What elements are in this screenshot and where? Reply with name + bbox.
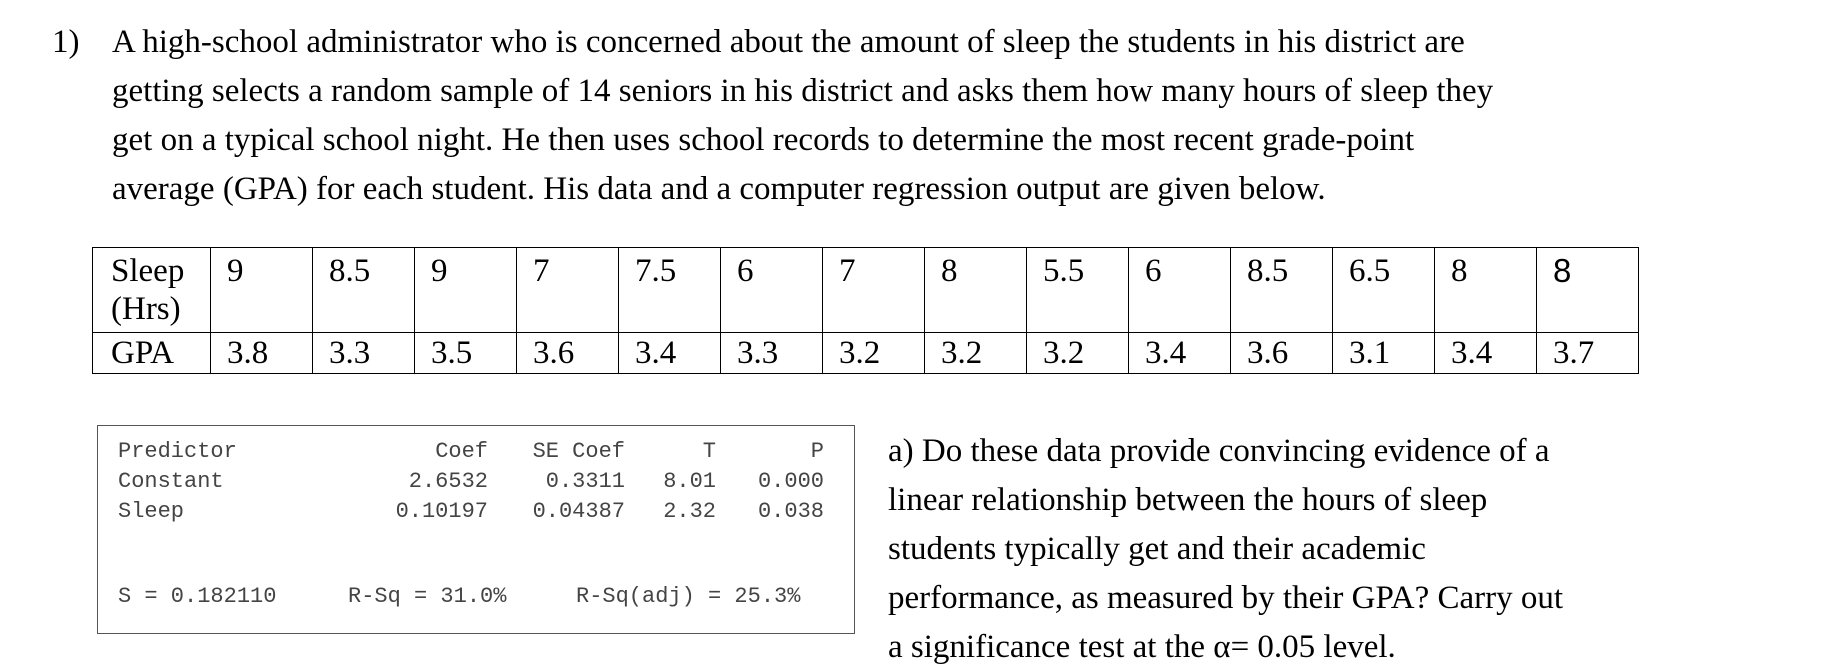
regression-r-sq: R-Sq = 31.0% <box>348 584 507 609</box>
header-coef: Coef <box>435 439 488 464</box>
stem-line: A high-school administrator who is concerned about the amount of sleep the students in his district are <box>112 24 1465 60</box>
question-line: students typically get and their academic <box>888 531 1426 567</box>
sleep-label-line2: (Hrs) <box>111 291 181 327</box>
regression-s: S = 0.182110 <box>118 584 277 609</box>
sleep-cell: 8 <box>1435 248 1537 333</box>
gpa-cell: 3.6 <box>517 333 619 374</box>
gpa-row-label: GPA <box>93 333 211 374</box>
sleep-label-line1: Sleep <box>111 253 185 289</box>
sleep-cell: 7 <box>823 248 925 333</box>
row-constant-se-coef: 0.3311 <box>545 469 625 494</box>
row-constant-t: 8.01 <box>663 469 716 494</box>
row-sleep-t: 2.32 <box>663 499 716 524</box>
gpa-cell: 3.7 <box>1537 333 1639 374</box>
sleep-cell: 8.5 <box>1231 248 1333 333</box>
gpa-cell: 3.2 <box>1027 333 1129 374</box>
sleep-cell: 7 <box>517 248 619 333</box>
sleep-cell: 6 <box>721 248 823 333</box>
sleep-cell: 8 <box>1537 248 1639 333</box>
sleep-cell: 5.5 <box>1027 248 1129 333</box>
sleep-row-label <box>93 248 211 333</box>
row-sleep-predictor: Sleep <box>118 499 185 524</box>
stem-line: getting selects a random sample of 14 seniors in his district and asks them how many hours of sleep they <box>112 73 1494 109</box>
question-line: a) Do these data provide convincing evidence of a <box>888 433 1550 469</box>
gpa-cell: 3.6 <box>1231 333 1333 374</box>
sleep-cell: 9 <box>415 248 517 333</box>
stem-line: average (GPA) for each student. His data and a computer regression output are given below. <box>112 171 1326 207</box>
sleep-cell: 6.5 <box>1333 248 1435 333</box>
sleep-gpa-data-table <box>92 247 1639 374</box>
problem-stem <box>112 18 1712 214</box>
row-sleep-p: 0.038 <box>757 499 824 524</box>
gpa-cell: 3.2 <box>823 333 925 374</box>
gpa-cell: 3.3 <box>721 333 823 374</box>
row-constant-coef: 2.6532 <box>408 469 488 494</box>
sleep-cell: 8.5 <box>313 248 415 333</box>
header-p: P <box>810 439 824 464</box>
gpa-cell: 3.2 <box>925 333 1027 374</box>
gpa-cell: 3.4 <box>1129 333 1231 374</box>
header-se-coef: SE Coef <box>532 439 625 464</box>
row-sleep-se-coef: 0.04387 <box>532 499 625 524</box>
row-constant-predictor: Constant <box>118 469 224 494</box>
sleep-cell: 8 <box>925 248 1027 333</box>
sleep-cell: 7.5 <box>619 248 721 333</box>
gpa-cell: 3.1 <box>1333 333 1435 374</box>
header-predictor: Predictor <box>118 439 237 464</box>
gpa-cell: 3.4 <box>619 333 721 374</box>
question-line: linear relationship between the hours of sleep <box>888 482 1488 518</box>
sleep-cell: 9 <box>211 248 313 333</box>
question-a <box>888 427 1788 672</box>
problem-statement <box>52 18 1712 214</box>
row-sleep-coef: 0.10197 <box>395 499 488 524</box>
row-constant-p: 0.000 <box>757 469 824 494</box>
regression-r-sq-adj: R-Sq(adj) = 25.3% <box>576 584 801 609</box>
question-line: a significance test at the α= 0.05 level. <box>888 629 1396 665</box>
header-t: T <box>702 439 716 464</box>
problem-number: 1) <box>52 24 80 60</box>
sleep-row <box>93 248 1639 333</box>
sleep-cell: 6 <box>1129 248 1231 333</box>
gpa-cell: 3.4 <box>1435 333 1537 374</box>
question-line: performance, as measured by their GPA? Carry out <box>888 580 1564 616</box>
gpa-row <box>93 333 1639 374</box>
gpa-cell: 3.8 <box>211 333 313 374</box>
gpa-cell: 3.5 <box>415 333 517 374</box>
stem-line: get on a typical school night. He then uses school records to determine the most recent grade-point <box>112 122 1415 158</box>
gpa-cell: 3.3 <box>313 333 415 374</box>
regression-output <box>97 425 855 634</box>
